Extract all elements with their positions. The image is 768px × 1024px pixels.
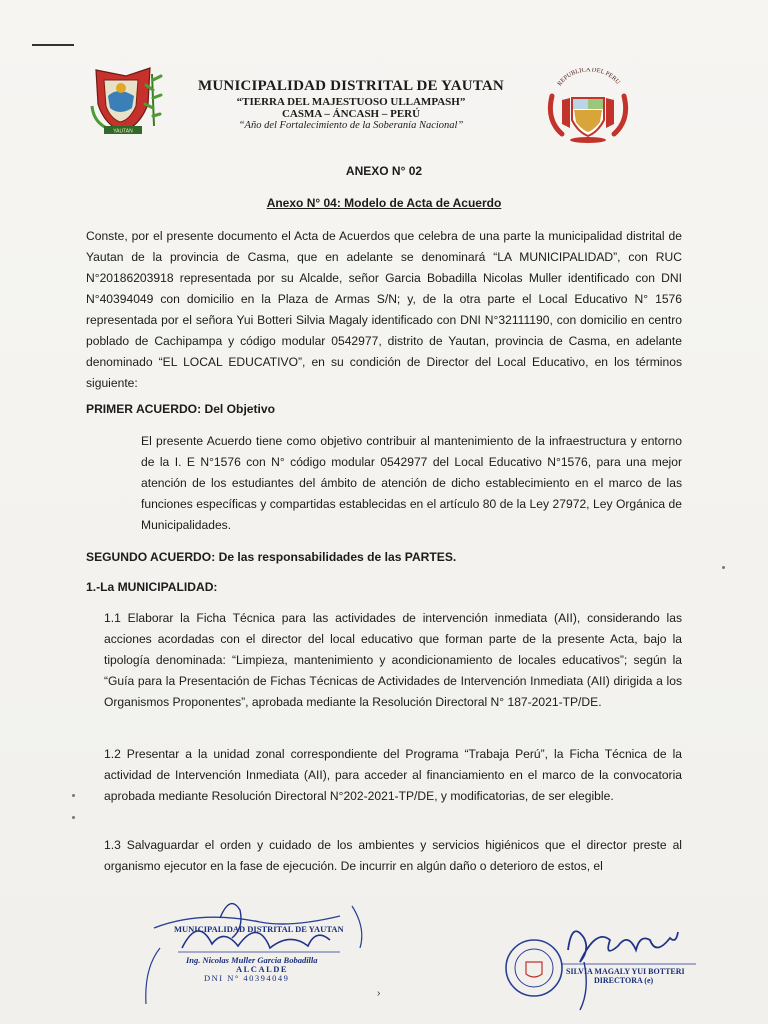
svg-text:REPUBLICA DEL PERU [556,68,622,87]
annex-number: ANEXO N° 02 [345,164,423,178]
item-1-2: 1.2 Presentar a la unidad zonal correspondiente del Programa “Trabaja Perú”, la Ficha Técnica de la actividad de Intervención Inmediata (AII), para acceder al financiamiento en el marco de la convocatoria aprobada mediante Resolución Directoral N°202-2021-TP/DE, y modificatorias, de ser elegible. [104,747,682,803]
director-signature-stamp [500,910,700,1020]
crest-label: YAUTAN [113,128,133,135]
letterhead [86,64,686,144]
municipality-subheading: 1.-La MUNICIPALIDAD: [86,580,218,594]
scan-speck [722,566,725,569]
municipal-crest-icon [90,66,168,136]
annex-title: Anexo N° 04: Modelo de Acta de Acuerdo [266,196,502,210]
municipality-location: CASMA – ÁNCASH – PERÚ [281,108,421,120]
municipality-title: MUNICIPALIDAD DISTRITAL DE YAUTAN [198,78,504,94]
item-1-3: 1.3 Salvaguardar el orden y cuidado de los ambientes y servicios higiénicos que el director preste al organismo ejecutor en la fase de ejecución. De incurrir en algún daño o deterioro de estos, el [104,838,682,873]
first-agreement-heading: PRIMER ACUERDO: Del Objetivo [86,402,276,416]
scan-speck [72,816,75,819]
second-agreement-heading: SEGUNDO ACUERDO: De las responsabilidades de las PARTES. [86,550,457,564]
scan-speck [72,794,75,797]
mayor-signature-stamp [140,888,370,1006]
year-name: “Año del Fortalecimiento de la Soberanía Nacional” [238,120,464,131]
scan-mark: › [377,988,381,999]
item-1-1: 1.1 Elaborar la Ficha Técnica para las actividades de intervención inmediata (AII), considerando las acciones acordadas con el director del local educativo que forman parte de la presente Acta, bajo la tipología denominada: “Limpieza, mantenimiento y acondicionamiento de locales educativos”; según la “Guía para la Presentación de Fichas Técnicas de Actividades de Intervención Inmediata (AII) dirigida a los Organismos Proponentes”, aprobada mediante la Resolución Directoral N° 187-2021-TP/DE. [104,611,682,709]
mayor-stamp-header: MUNICIPALIDAD DISTRITAL DE YAUTAN [174,924,344,934]
mayor-role: ALCALDE [236,964,289,974]
mayor-dni: DNI N° 40394049 [204,973,290,983]
intro-paragraph: Conste, por el presente documento el Acta de Acuerdos que celebra de una parte la municipalidad distrital de Yautan de la provincia de Casma, que en adelante se denominará “LA MUNICIPALIDAD”, con RUC N°20186203918 representada por su Alcalde, señor Garcia Bobadilla Nicolas Muller identificado con DNI N°40394049 con domicilio en la Plaza de Armas S/N; y, de la otra parte el Local Educativo N° 1576 representada por el señora Yui Botteri Silvia Magaly identificado con DNI N°32111190, con domicilio en centro poblado de Cachipampa y código modular 0542977, distrito de Yautan, provincia de Casma, en adelante denominado “EL LOCAL EDUCATIVO”, en su condición de Director del Local Educativo, en los términos siguiente: [86,229,682,390]
letterhead-text [186,78,516,131]
seal-arc-label: REPUBLICA DEL PERU [556,68,622,88]
director-name: SILVIA MAGALY YUI BOTTERI [566,967,685,976]
mayor-name: Ing. Nicolas Muller Garcia Bobadilla [186,955,318,965]
peru-seal-icon [542,68,634,144]
director-role: DIRECTORA (e) [594,976,654,985]
margin-dash [32,44,74,46]
municipality-motto: “TIERRA DEL MAJESTUOSO ULLAMPASH” [236,96,466,108]
objective-paragraph: El presente Acuerdo tiene como objetivo contribuir al mantenimiento de la infraestructura y entorno de la I. E N°1576 con N° código modular 0542977 del Local Educativo N°1576, para una mejor atención de los estudiantes del ámbito de atención de dicho establecimiento en el marco de las funciones específicas y compartidas establecidas en el artículo 80 de la Ley 27972, Ley Orgánica de Municipalidades. [141,434,682,532]
